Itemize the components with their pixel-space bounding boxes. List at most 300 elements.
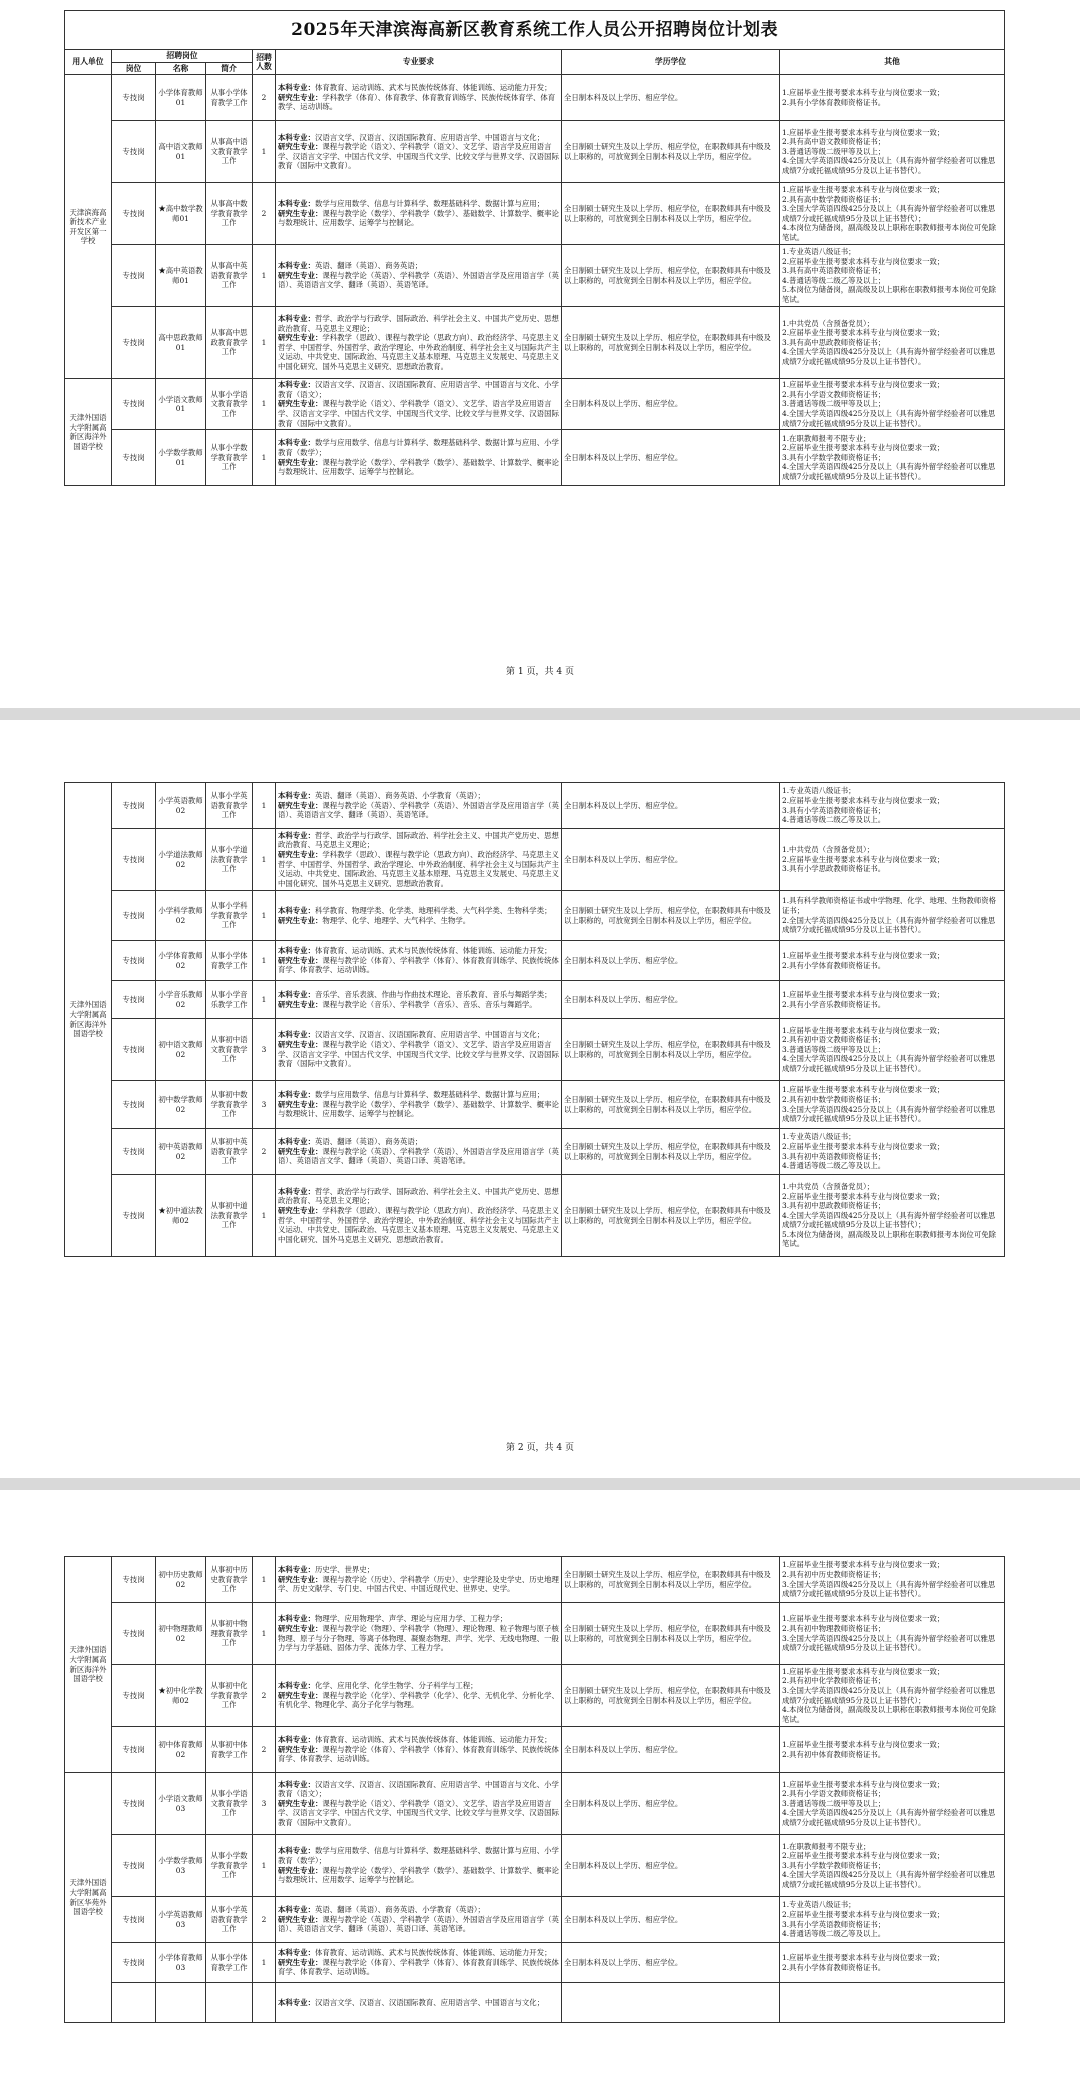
grad-majors: 课程与教学论（语文）、学科教学（语文）、文艺学、语言学及应用语言学、汉语言文字学、中国古代文学、中国现当代文学、比较文学与世界文学、汉语国际教育（国际中文教育）。 (278, 399, 559, 428)
page-separator (0, 1478, 1080, 1490)
other-cell: 1.中共党员（含预备党员）； 2.应届毕业生报考要求本科专业与岗位要求一致； 3.具有初中思政教师资格证书； 4.全国大学英语四级425分及以上（具有海外留学经验者可以雅思成绩7分或托福成绩95分及以上证书替代）； 5.本岗位为储备岗，副高级及以上职称在职教师报考本岗位可免除笔试。 (780, 1175, 1005, 1257)
other-cell: 1.应届毕业生报考要求本科专业与岗位要求一致； 2.具有初中体育教师资格证书。 (780, 1727, 1005, 1773)
count-cell: 1 (253, 1557, 276, 1603)
count-cell: 2 (253, 1897, 276, 1943)
post-type-cell: 专技岗 (112, 307, 156, 379)
post-brief-cell: 从事小学语文教育教学工作 (206, 379, 253, 430)
post-type-cell: 专技岗 (112, 941, 156, 981)
post-name-cell: 小学英语教师02 (156, 783, 206, 829)
grad-majors: 学科教学（思政）、课程与教学论（思政方向）、政治经济学、马克思主义哲学、中国哲学、外国哲学、政治学理论、中外政治制度、科学社会主义与国际共产主义运动、中共党史、国际政治、马克思主义基本原理、马克思主义发展史、马克思主义中国化研究、国外马克思主义研究、思想政治教育。 (278, 333, 559, 371)
education-cell: 全日制本科及以上学历、相应学位。 (562, 941, 780, 981)
education-cell: 全日制本科及以上学历、相应学位。 (562, 430, 780, 486)
count-cell: 1 (253, 379, 276, 430)
count-cell: 1 (253, 1835, 276, 1897)
major-cell (276, 307, 562, 379)
other-cell: 1.应届毕业生报考要求本科专业与岗位要求一致； 2.具有小学体育教师资格证书。 (780, 941, 1005, 981)
post-type-cell (112, 1983, 156, 2023)
count-cell: 1 (253, 430, 276, 486)
post-name-cell: ★高中数学教师01 (156, 183, 206, 245)
undergrad-majors: 体育教育、运动训练、武术与民族传统体育、体能训练、运动能力开发； (314, 946, 552, 956)
other-cell: 1.在职教师报考不限专业； 2.应届毕业生报考要求本科专业与岗位要求一致； 3.具有小学数学教师资格证书； 4.全国大学英语四级425分及以上（具有海外留学经验者可以雅思成绩7分或托福成绩95分及以上证书替代）。 (780, 1835, 1005, 1897)
post-name-cell: 初中体育教师02 (156, 1727, 206, 1773)
grad-label: 研究生专业： (278, 1099, 323, 1109)
unit-cell: 天津外国语大学附属高新区华苑外国语学校 (65, 1773, 112, 2023)
other-cell: 1.应届毕业生报考要求本科专业与岗位要求一致； 2.具有小学体育教师资格证书。 (780, 1943, 1005, 1983)
count-cell: 3 (253, 1773, 276, 1835)
post-name-cell (156, 1983, 206, 2023)
unit-cell: 天津外国语大学附属高新区海洋外国语学校 (65, 379, 112, 486)
count-cell: 1 (253, 829, 276, 891)
post-name-cell: 小学音乐教师02 (156, 981, 206, 1019)
education-cell: 全日制本科及以上学历、相应学位。 (562, 1835, 780, 1897)
education-cell: 全日制硕士研究生及以上学历、相应学位，在职教师具有中级及以上职称的，可放宽到全日制本科及以上学历，相应学位。 (562, 891, 780, 941)
grad-label: 研究生专业： (278, 333, 323, 343)
major-cell (276, 1983, 562, 2023)
undergrad-majors: 数学与应用数学、信息与计算科学、数理基础科学、数据计算与应用、小学教育（数学）； (278, 1846, 559, 1865)
major-cell (276, 183, 562, 245)
post-brief-cell: 从事小学语文教育教学工作 (206, 1773, 253, 1835)
page-3 (0, 1490, 1080, 2094)
undergrad-label: 本科专业： (278, 1681, 315, 1691)
grad-label: 研究生专业： (278, 915, 323, 925)
other-cell: 1.应届毕业生报考要求本科专业与岗位要求一致； 2.具有高中语文教师资格证书； 3.普通话等级二级甲等及以上； 4.全国大学英语四级425分及以上（具有海外留学经验者可以雅思成绩7分或托福成绩95分及以上证书替代）。 (780, 121, 1005, 183)
other-cell: 1.中共党员（含预备党员）； 2.应届毕业生报考要求本科专业与岗位要求一致； 3.具有高中思政教师资格证书； 4.全国大学英语四级425分及以上（具有海外留学经验者可以雅思成绩7分或托福成绩95分及以上证书替代）。 (780, 307, 1005, 379)
table-row (65, 1943, 1005, 1983)
post-type-cell: 专技岗 (112, 245, 156, 307)
post-type-cell: 专技岗 (112, 1943, 156, 1983)
grad-majors: 课程与教学论（英语）、学科教学（英语）、外国语言学及应用语言学（英语）、英语语言文学、翻译（英语）、英语口译、英语笔译。 (278, 1914, 559, 1934)
education-cell: 全日制本科及以上学历、相应学位。 (562, 75, 780, 121)
table-row (65, 1773, 1005, 1835)
major-cell (276, 1897, 562, 1943)
education-cell: 全日制本科及以上学历、相应学位。 (562, 379, 780, 430)
major-cell (276, 981, 562, 1019)
count-cell: 1 (253, 891, 276, 941)
major-cell (276, 75, 562, 121)
post-type-cell: 专技岗 (112, 891, 156, 941)
undergrad-label: 本科专业： (278, 1735, 315, 1745)
major-cell (276, 1603, 562, 1665)
undergrad-majors: 哲学、政治学与行政学、国际政治、科学社会主义、中国共产党历史、思想政治教育、马克思主义理论； (278, 1186, 559, 1206)
header-other: 其他 (780, 50, 1005, 75)
table-row (65, 1175, 1005, 1257)
other-cell: 1.专业英语八级证书； 2.应届毕业生报考要求本科专业与岗位要求一致； 3.具有小学英语教师资格证书； 4.普通话等级二级乙等及以上。 (780, 1897, 1005, 1943)
post-brief-cell: 从事初中化学教育教学工作 (206, 1665, 253, 1727)
major-cell (276, 1175, 562, 1257)
other-cell: 1.专业英语八级证书； 2.应届毕业生报考要求本科专业与岗位要求一致； 3.具有高中英语教师资格证书； 4.普通话等级二级乙等及以上； 5.本岗位为储备岗，副高级及以上职称在职教师报考本岗位可免除笔试。 (780, 245, 1005, 307)
major-cell (276, 1081, 562, 1129)
header-major: 专业要求 (276, 50, 562, 75)
undergrad-majors: 数学与应用数学、信息与计算科学、数理基础科学、数据计算与应用； (314, 199, 545, 209)
grad-majors: 课程与教学论（语文）、学科教学（语文）、文艺学、语言学及应用语言学、汉语言文字学、中国古代文学、中国现当代文学、比较文学与世界文学、汉语国际教育（国际中文教育）。 (278, 1798, 559, 1827)
table-row (65, 307, 1005, 379)
unit-cell: 天津外国语大学附属高新区海洋外国语学校 (65, 783, 112, 1257)
table-row (65, 121, 1005, 183)
undergrad-majors: 化学、应用化学、化学生物学、分子科学与工程； (314, 1681, 478, 1691)
table-row (65, 1557, 1005, 1603)
grad-label: 研究生专业： (278, 1039, 323, 1049)
grad-majors: 课程与教学论（数学）、学科教学（数学）、基础数学、计算数学、概率论与数理统计、应用数学、运筹学与控制论。 (278, 1099, 559, 1119)
page-title: 2025年天津滨海高新区教育系统工作人员公开招聘岗位计划表 (65, 11, 1005, 50)
table-row (65, 75, 1005, 121)
grad-majors: 课程与教学论（数学）、学科教学（数学）、基础数学、计算数学、概率论与数理统计、应用数学、运筹学与控制论。 (278, 457, 559, 477)
grad-label: 研究生专业： (278, 1690, 323, 1700)
education-cell: 全日制硕士研究生及以上学历、相应学位，在职教师具有中级及以上职称的，可放宽到全日制本科及以上学历，相应学位。 (562, 1019, 780, 1081)
undergrad-label: 本科专业： (278, 905, 315, 915)
post-name-cell: 初中英语教师02 (156, 1129, 206, 1175)
undergrad-majors: 英语、翻译（英语）、商务英语； (314, 1137, 423, 1147)
other-cell: 1.在职教师报考不限专业； 2.应届毕业生报考要求本科专业与岗位要求一致； 3.具有小学数学教师资格证书； 4.全国大学英语四级425分及以上（具有海外留学经验者可以雅思成绩7分或托福成绩95分及以上证书替代）。 (780, 430, 1005, 486)
post-type-cell: 专技岗 (112, 1773, 156, 1835)
post-name-cell: 小学体育教师02 (156, 941, 206, 981)
major-cell (276, 829, 562, 891)
count-cell: 2 (253, 1727, 276, 1773)
undergrad-label: 本科专业： (278, 199, 315, 209)
grad-label: 研究生专业： (278, 955, 323, 965)
education-cell: 全日制本科及以上学历、相应学位。 (562, 1943, 780, 1983)
education-cell: 全日制本科及以上学历、相应学位。 (562, 829, 780, 891)
grad-majors: 课程与教学论（音乐）、学科教学（音乐）、音乐、音乐与舞蹈学。 (322, 999, 537, 1009)
undergrad-majors: 哲学、政治学与行政学、国际政治、科学社会主义、中国共产党历史、思想政治教育、马克思主义理论； (278, 830, 559, 850)
major-cell (276, 379, 562, 430)
grad-label: 研究生专业： (278, 1574, 323, 1584)
grad-majors: 课程与教学论（历史）、学科教学（历史）、史学理论及史学史、历史地理学、历史文献学、专门史、中国古代史、中国近现代史、世界史、史学。 (278, 1574, 559, 1594)
other-cell: 1.应届毕业生报考要求本科专业与岗位要求一致； 2.具有高中数学教师资格证书； 3.全国大学英语四级425分及以上（具有海外留学经验者可以雅思成绩7分或托福成绩95分及以上证书替代）； 4.本岗位为储备岗，副高级及以上职称在职教师报考本岗位可免除笔试。 (780, 183, 1005, 245)
count-cell: 2 (253, 1129, 276, 1175)
major-cell (276, 1773, 562, 1835)
undergrad-label: 本科专业： (278, 1186, 315, 1196)
count-cell: 1 (253, 981, 276, 1019)
education-cell: 全日制硕士研究生及以上学历、相应学位，在职教师具有中级及以上职称的，可放宽到全日制本科及以上学历，相应学位。 (562, 307, 780, 379)
count-cell: 3 (253, 1081, 276, 1129)
grad-majors: 课程与教学论（化学）、学科教学（化学）、化学、无机化学、分析化学、有机化学、物理化学、高分子化学与物理。 (278, 1690, 559, 1710)
post-brief-cell: 从事小学数学教育教学工作 (206, 430, 253, 486)
major-cell (276, 1943, 562, 1983)
other-cell: 1.应届毕业生报考要求本科专业与岗位要求一致； 2.具有小学音乐教师资格证书。 (780, 981, 1005, 1019)
major-cell (276, 1129, 562, 1175)
undergrad-majors: 汉语言文学、汉语言、汉语国际教育、应用语言学、中国语言与文化； (314, 1030, 545, 1040)
post-brief-cell: 从事小学音乐教学工作 (206, 981, 253, 1019)
post-type-cell: 专技岗 (112, 1129, 156, 1175)
grad-label: 研究生专业： (278, 1744, 323, 1754)
undergrad-majors: 音乐学、音乐表演、作曲与作曲技术理论、音乐教育、音乐与舞蹈学类； (314, 989, 552, 999)
undergrad-label: 本科专业： (278, 313, 315, 323)
undergrad-majors: 汉语言文学、汉语言、汉语国际教育、应用语言学、中国语言与文化； (314, 1997, 545, 2007)
grad-majors: 课程与教学论（英语）、学科教学（英语）、外国语言学及应用语言学（英语）、英语语言文学、翻译（英语）、英语口译、英语笔译。 (278, 1146, 559, 1166)
page-1 (0, 0, 1080, 708)
post-brief-cell: 从事小学科学教育教学工作 (206, 891, 253, 941)
undergrad-majors: 汉语言文学、汉语言、汉语国际教育、应用语言学、中国语言与文化、小学教育（语文）； (278, 380, 559, 399)
major-cell (276, 1557, 562, 1603)
recruitment-table-page-2 (64, 782, 1005, 1257)
post-name-cell: 小学语文教师03 (156, 1773, 206, 1835)
post-type-cell: 专技岗 (112, 1665, 156, 1727)
undergrad-label: 本科专业： (278, 830, 315, 840)
major-cell (276, 891, 562, 941)
post-name-cell: 小学英语教师03 (156, 1897, 206, 1943)
table-row (65, 941, 1005, 981)
post-name-cell: ★初中化学教师02 (156, 1665, 206, 1727)
post-name-cell: 小学道法教师02 (156, 829, 206, 891)
table-row (65, 1019, 1005, 1081)
recruitment-table-page-1 (64, 10, 1005, 486)
grad-majors: 学科教学（思政）、课程与教学论（思政方向）、政治经济学、马克思主义哲学、中国哲学、外国哲学、政治学理论、中外政治制度、科学社会主义与国际共产主义运动、中共党史、国际政治、马克思主义基本原理、马克思主义发展史、马克思主义中国化研究、国外马克思主义研究、思想政治教育。 (278, 849, 559, 888)
other-cell: 1.专业英语八级证书； 2.应届毕业生报考要求本科专业与岗位要求一致； 3.具有初中英语教师资格证书； 4.普通话等级二级乙等及以上。 (780, 1129, 1005, 1175)
grad-label: 研究生专业： (278, 208, 323, 218)
post-type-cell: 专技岗 (112, 1897, 156, 1943)
header-unit: 用人单位 (65, 50, 112, 75)
grad-majors: 课程与教学论（体育）、学科教学（体育）、体育教育训练学、民族传统体育学、体育教学、运动训练。 (278, 1744, 559, 1764)
post-brief-cell: 从事初中英语教育教学工作 (206, 1129, 253, 1175)
education-cell: 全日制硕士研究生及以上学历、相应学位，在职教师具有中级及以上职称的，可放宽到全日制本科及以上学历，相应学位。 (562, 121, 780, 183)
undergrad-majors: 科学教育、物理学类、化学类、地理科学类、大气科学类、生物科学类； (314, 905, 552, 915)
post-brief-cell: 从事初中物理教育教学工作 (206, 1603, 253, 1665)
count-cell: 3 (253, 1019, 276, 1081)
undergrad-majors: 英语、翻译（英语）、商务英语、小学教育（英语）； (314, 1905, 485, 1915)
count-cell: 1 (253, 245, 276, 307)
post-name-cell: 小学语文教师01 (156, 379, 206, 430)
post-name-cell: 初中语文教师02 (156, 1019, 206, 1081)
header-post-name: 名称 (156, 62, 206, 75)
post-name-cell: ★初中道法教师02 (156, 1175, 206, 1257)
post-brief-cell: 从事高中数学教育教学工作 (206, 183, 253, 245)
grad-majors: 课程与教学论（语文）、学科教学（语文）、文艺学、语言学及应用语言学、汉语言文字学、中国古代文学、中国现当代文学、比较文学与世界文学、汉语国际教育（国际中文教育）。 (278, 1039, 559, 1069)
undergrad-majors: 英语、翻译（英语）、商务英语； (314, 261, 423, 271)
table-row (65, 783, 1005, 829)
post-brief-cell: 从事初中语文教育教学工作 (206, 1019, 253, 1081)
post-type-cell: 专技岗 (112, 121, 156, 183)
table-row (65, 1983, 1005, 2023)
education-cell: 全日制硕士研究生及以上学历、相应学位，在职教师具有中级及以上职称的，可放宽到全日制本科及以上学历，相应学位。 (562, 1175, 780, 1257)
undergrad-majors: 体育教育、运动训练、武术与民族传统体育、体能训练、运动能力开发； (314, 83, 552, 93)
post-name-cell: 高中思政教师01 (156, 307, 206, 379)
other-cell: 1.专业英语八级证书； 2.应届毕业生报考要求本科专业与岗位要求一致； 3.具有小学英语教师资格证书； 4.普通话等级二级乙等及以上。 (780, 783, 1005, 829)
grad-majors: 物理学、化学、地理学、大气科学、生物学。 (322, 915, 471, 925)
grad-label: 研究生专业： (278, 92, 323, 102)
grad-label: 研究生专业： (278, 849, 323, 859)
post-brief-cell: 从事初中历史教育教学工作 (206, 1557, 253, 1603)
education-cell: 全日制本科及以上学历、相应学位。 (562, 783, 780, 829)
grad-majors: 学科教学（思政）、课程与教学论（思政方向）、政治经济学、马克思主义哲学、中国哲学、外国哲学、政治学理论、中外政治制度、科学社会主义与国际共产主义运动、中共党史、国际政治、马克思主义基本原理、马克思主义发展史、马克思主义中国化研究、国外马克思主义研究、思想政治教育。 (278, 1205, 559, 1244)
undergrad-majors: 汉语言文学、汉语言、汉语国际教育、应用语言学、中国语言与文化； (314, 132, 545, 142)
grad-label: 研究生专业： (278, 999, 323, 1009)
other-cell: 1.应届毕业生报考要求本科专业与岗位要求一致； 2.具有初中语文教师资格证书； 3.普通话等级二级甲等及以上； 4.全国大学英语四级425分及以上（具有海外留学经验者可以雅思成绩7分或托福成绩95分及以上证书替代）。 (780, 1019, 1005, 1081)
post-brief-cell: 从事高中思政教育教学工作 (206, 307, 253, 379)
post-brief-cell: 从事初中体育教学工作 (206, 1727, 253, 1773)
count-cell: 1 (253, 941, 276, 981)
header-post-brief: 简介 (206, 62, 253, 75)
major-cell (276, 783, 562, 829)
post-type-cell: 专技岗 (112, 1727, 156, 1773)
grad-majors: 课程与教学论（体育）、学科教学（体育）、体育教育训练学、民族传统体育学、体育教学、运动训练。 (278, 955, 559, 975)
grad-majors: 课程与教学论（语文）、学科教学（语文）、文艺学、语言学及应用语言学、汉语言文字学、中国古代文学、中国现当代文学、比较文学与世界文学、汉语国际教育（国际中文教育）。 (278, 142, 559, 171)
education-cell: 全日制硕士研究生及以上学历、相应学位，在职教师具有中级及以上职称的，可放宽到全日制本科及以上学历，相应学位。 (562, 1557, 780, 1603)
post-name-cell: 小学体育教师03 (156, 1943, 206, 1983)
post-type-cell: 专技岗 (112, 183, 156, 245)
post-name-cell: 小学体育教师01 (156, 75, 206, 121)
post-name-cell: ★高中英语教师01 (156, 245, 206, 307)
post-name-cell: 小学科学教师02 (156, 891, 206, 941)
education-cell: 全日制本科及以上学历、相应学位。 (562, 1727, 780, 1773)
major-cell (276, 1727, 562, 1773)
major-cell (276, 245, 562, 307)
post-type-cell: 专技岗 (112, 1557, 156, 1603)
page-footer: 第 2 页，共 4 页 (506, 1443, 574, 1453)
undergrad-label: 本科专业： (278, 791, 315, 801)
major-cell (276, 1019, 562, 1081)
grad-label: 研究生专业： (278, 1205, 323, 1215)
header-count: 招聘人数 (253, 50, 276, 75)
other-cell: 1.中共党员（含预备党员）； 2.应届毕业生报考要求本科专业与岗位要求一致； 3.具有小学思政教师资格证书。 (780, 829, 1005, 891)
table-row (65, 183, 1005, 245)
page-separator (0, 708, 1080, 720)
post-name-cell: 初中数学教师02 (156, 1081, 206, 1129)
major-cell (276, 430, 562, 486)
undergrad-majors: 数学与应用数学、信息与计算科学、数理基础科学、数据计算与应用、小学教育（数学）； (278, 438, 559, 458)
grad-label: 研究生专业： (278, 1957, 323, 1967)
table-row (65, 829, 1005, 891)
education-cell: 全日制硕士研究生及以上学历、相应学位，在职教师具有中级及以上职称的，可放宽到全日制本科及以上学历，相应学位。 (562, 1665, 780, 1727)
undergrad-label: 本科专业： (278, 380, 315, 390)
post-brief-cell: 从事小学数学教育教学工作 (206, 1835, 253, 1897)
post-name-cell: 高中语文教师01 (156, 121, 206, 183)
count-cell: 1 (253, 783, 276, 829)
post-brief-cell: 从事小学体育教学工作 (206, 941, 253, 981)
post-type-cell: 专技岗 (112, 75, 156, 121)
table-row (65, 891, 1005, 941)
post-type-cell: 专技岗 (112, 1081, 156, 1129)
education-cell: 全日制本科及以上学历、相应学位。 (562, 1773, 780, 1835)
education-cell: 全日制硕士研究生及以上学历、相应学位，在职教师具有中级及以上职称的，可放宽到全日制本科及以上学历，相应学位。 (562, 1603, 780, 1665)
undergrad-label: 本科专业： (278, 1779, 315, 1789)
table-row (65, 1897, 1005, 1943)
undergrad-label: 本科专业： (278, 1846, 315, 1856)
undergrad-label: 本科专业： (278, 1090, 315, 1100)
post-type-cell: 专技岗 (112, 379, 156, 430)
post-brief-cell: 从事小学体育教学工作 (206, 75, 253, 121)
unit-cell: 天津外国语大学附属高新区海洋外国语学校 (65, 1557, 112, 1773)
table-row (65, 430, 1005, 486)
undergrad-label: 本科专业： (278, 83, 315, 93)
major-cell (276, 1835, 562, 1897)
other-cell: 1.应届毕业生报考要求本科专业与岗位要求一致； 2.具有小学语文教师资格证书； 3.普通话等级二级甲等及以上； 4.全国大学英语四级425分及以上（具有海外留学经验者可以雅思成绩7分或托福成绩95分及以上证书替代）。 (780, 379, 1005, 430)
post-name-cell: 小学数学教师03 (156, 1835, 206, 1897)
post-brief-cell: 从事小学体育教学工作 (206, 1943, 253, 1983)
table-row (65, 1129, 1005, 1175)
undergrad-label: 本科专业： (278, 946, 315, 956)
grad-label: 研究生专业： (278, 270, 323, 280)
education-cell: 全日制硕士研究生及以上学历、相应学位，在职教师具有中级及以上职称的，可放宽到全日制本科及以上学历，相应学位。 (562, 1129, 780, 1175)
recruitment-table-page-3 (64, 1556, 1005, 2023)
post-brief-cell (206, 1983, 253, 2023)
count-cell: 1 (253, 1175, 276, 1257)
education-cell: 全日制硕士研究生及以上学历、相应学位，在职教师具有中级及以上职称的，可放宽到全日制本科及以上学历，相应学位。 (562, 245, 780, 307)
education-cell: 全日制本科及以上学历、相应学位。 (562, 981, 780, 1019)
undergrad-label: 本科专业： (278, 1905, 315, 1915)
grad-majors: 课程与教学论（物理）、学科教学（物理）、理论物理、粒子物理与原子核物理、原子与分子物理、等离子体物理、凝聚态物理、声学、光学、无线电物理、一般力学与力学基础、固体力学、流体力学、工程力学。 (278, 1623, 559, 1653)
post-type-cell: 专技岗 (112, 1603, 156, 1665)
grad-majors: 课程与教学论（数学）、学科教学（数学）、基础数学、计算数学、概率论与数理统计、应用数学、运筹学与控制论。 (278, 208, 559, 228)
other-cell (780, 1983, 1005, 2023)
undergrad-label: 本科专业： (278, 261, 315, 271)
undergrad-label: 本科专业： (278, 1997, 315, 2007)
table-row (65, 1665, 1005, 1727)
major-cell (276, 1665, 562, 1727)
table-row (65, 1835, 1005, 1897)
undergrad-label: 本科专业： (278, 1948, 315, 1958)
undergrad-majors: 体育教育、运动训练、武术与民族传统体育、体能训练、运动能力开发； (314, 1948, 552, 1958)
count-cell: 2 (253, 75, 276, 121)
page-footer: 第 1 页，共 4 页 (506, 667, 574, 677)
header-education: 学历学位 (562, 50, 780, 75)
table-row (65, 981, 1005, 1019)
other-cell: 1.应届毕业生报考要求本科专业与岗位要求一致； 2.具有小学体育教师资格证书。 (780, 75, 1005, 121)
grad-label: 研究生专业： (278, 800, 323, 810)
post-type-cell: 专技岗 (112, 1019, 156, 1081)
count-cell: 1 (253, 121, 276, 183)
post-brief-cell: 从事高中语文教育教学工作 (206, 121, 253, 183)
other-cell: 1.应届毕业生报考要求本科专业与岗位要求一致； 2.具有初中历史教师资格证书； 3.全国大学英语四级425分及以上（具有海外留学经验者可以雅思成绩7分或托福成绩95分及以上证书替代）。 (780, 1557, 1005, 1603)
grad-label: 研究生专业： (278, 1865, 323, 1875)
post-brief-cell: 从事高中英语教育教学工作 (206, 245, 253, 307)
major-cell (276, 941, 562, 981)
major-cell (276, 121, 562, 183)
undergrad-label: 本科专业： (278, 1137, 315, 1147)
grad-majors: 课程与教学论（英语）、学科教学（英语）、外国语言学及应用语言学（英语）、英语语言文学、翻译（英语）、英语笔译。 (278, 270, 559, 290)
undergrad-label: 本科专业： (278, 1030, 315, 1040)
undergrad-label: 本科专业： (278, 989, 315, 999)
post-type-cell: 专技岗 (112, 981, 156, 1019)
post-brief-cell: 从事初中道法教育教学工作 (206, 1175, 253, 1257)
grad-label: 研究生专业： (278, 1798, 323, 1808)
undergrad-majors: 哲学、政治学与行政学、国际政治、科学社会主义、中国共产党历史、思想政治教育、马克思主义理论； (278, 313, 559, 333)
grad-label: 研究生专业： (278, 142, 323, 152)
count-cell: 2 (253, 1665, 276, 1727)
post-brief-cell: 从事小学英语教育教学工作 (206, 1897, 253, 1943)
post-name-cell: 小学数学教师01 (156, 430, 206, 486)
other-cell: 1.应届毕业生报考要求本科专业与岗位要求一致； 2.具有初中数学教师资格证书； 3.全国大学英语四级425分及以上（具有海外留学经验者可以雅思成绩7分或托福成绩95分及以上证书替代）。 (780, 1081, 1005, 1129)
education-cell: 全日制硕士研究生及以上学历、相应学位，在职教师具有中级及以上职称的，可放宽到全日制本科及以上学历，相应学位。 (562, 1081, 780, 1129)
table-row (65, 379, 1005, 430)
grad-label: 研究生专业： (278, 457, 323, 467)
other-cell: 1.应届毕业生报考要求本科专业与岗位要求一致； 2.具有初中物理教师资格证书； 3.全国大学英语四级425分及以上（具有海外留学经验者可以雅思成绩7分或托福成绩95分及以上证书替代）。 (780, 1603, 1005, 1665)
undergrad-label: 本科专业： (278, 132, 315, 142)
undergrad-majors: 汉语言文学、汉语言、汉语国际教育、应用语言学、中国语言与文化、小学教育（语文）； (278, 1779, 559, 1799)
post-brief-cell: 从事初中数学教育教学工作 (206, 1081, 253, 1129)
count-cell: 2 (253, 183, 276, 245)
header-post-group: 招聘岗位 (112, 50, 253, 63)
undergrad-majors: 体育教育、运动训练、武术与民族传统体育、体能训练、运动能力开发； (314, 1735, 552, 1745)
post-type-cell: 专技岗 (112, 1835, 156, 1897)
other-cell: 1.应届毕业生报考要求本科专业与岗位要求一致； 2.具有小学语文教师资格证书； 3.普通话等级二级甲等及以上； 4.全国大学英语四级425分及以上（具有海外留学经验者可以雅思成绩7分或托福成绩95分及以上证书替代）。 (780, 1773, 1005, 1835)
post-brief-cell: 从事小学道法教育教学工作 (206, 829, 253, 891)
unit-cell: 天津滨海高新技术产业开发区第一学校 (65, 75, 112, 379)
undergrad-majors: 数学与应用数学、信息与计算科学、数理基础科学、数据计算与应用； (314, 1090, 545, 1100)
other-cell: 1.具有科学教师资格证书或中学物理、化学、地理、生物教师资格证书； 2.全国大学英语四级425分及以上（具有海外留学经验者可以雅思成绩7分或托福成绩95分及以上证书替代）。 (780, 891, 1005, 941)
undergrad-majors: 物理学、应用物理学、声学、理论与应用力学、工程力学； (314, 1614, 508, 1624)
grad-majors: 课程与教学论（英语）、学科教学（英语）、外国语言学及应用语言学（英语）、英语语言文学、翻译（英语）、英语笔译。 (278, 800, 559, 820)
education-cell: 全日制本科及以上学历、相应学位。 (562, 1897, 780, 1943)
header-post-type: 岗位 (112, 62, 156, 75)
grad-majors: 课程与教学论（数学）、学科教学（数学）、基础数学、计算数学、概率论与数理统计、应用数学、运筹学与控制论。 (278, 1865, 559, 1885)
post-type-cell: 专技岗 (112, 1175, 156, 1257)
post-type-cell: 专技岗 (112, 430, 156, 486)
undergrad-label: 本科专业： (278, 438, 315, 448)
education-cell (562, 1983, 780, 2023)
grad-label: 研究生专业： (278, 1146, 323, 1156)
count-cell: 1 (253, 307, 276, 379)
undergrad-majors: 英语、翻译（英语）、商务英语、小学教育（英语）； (314, 791, 485, 801)
